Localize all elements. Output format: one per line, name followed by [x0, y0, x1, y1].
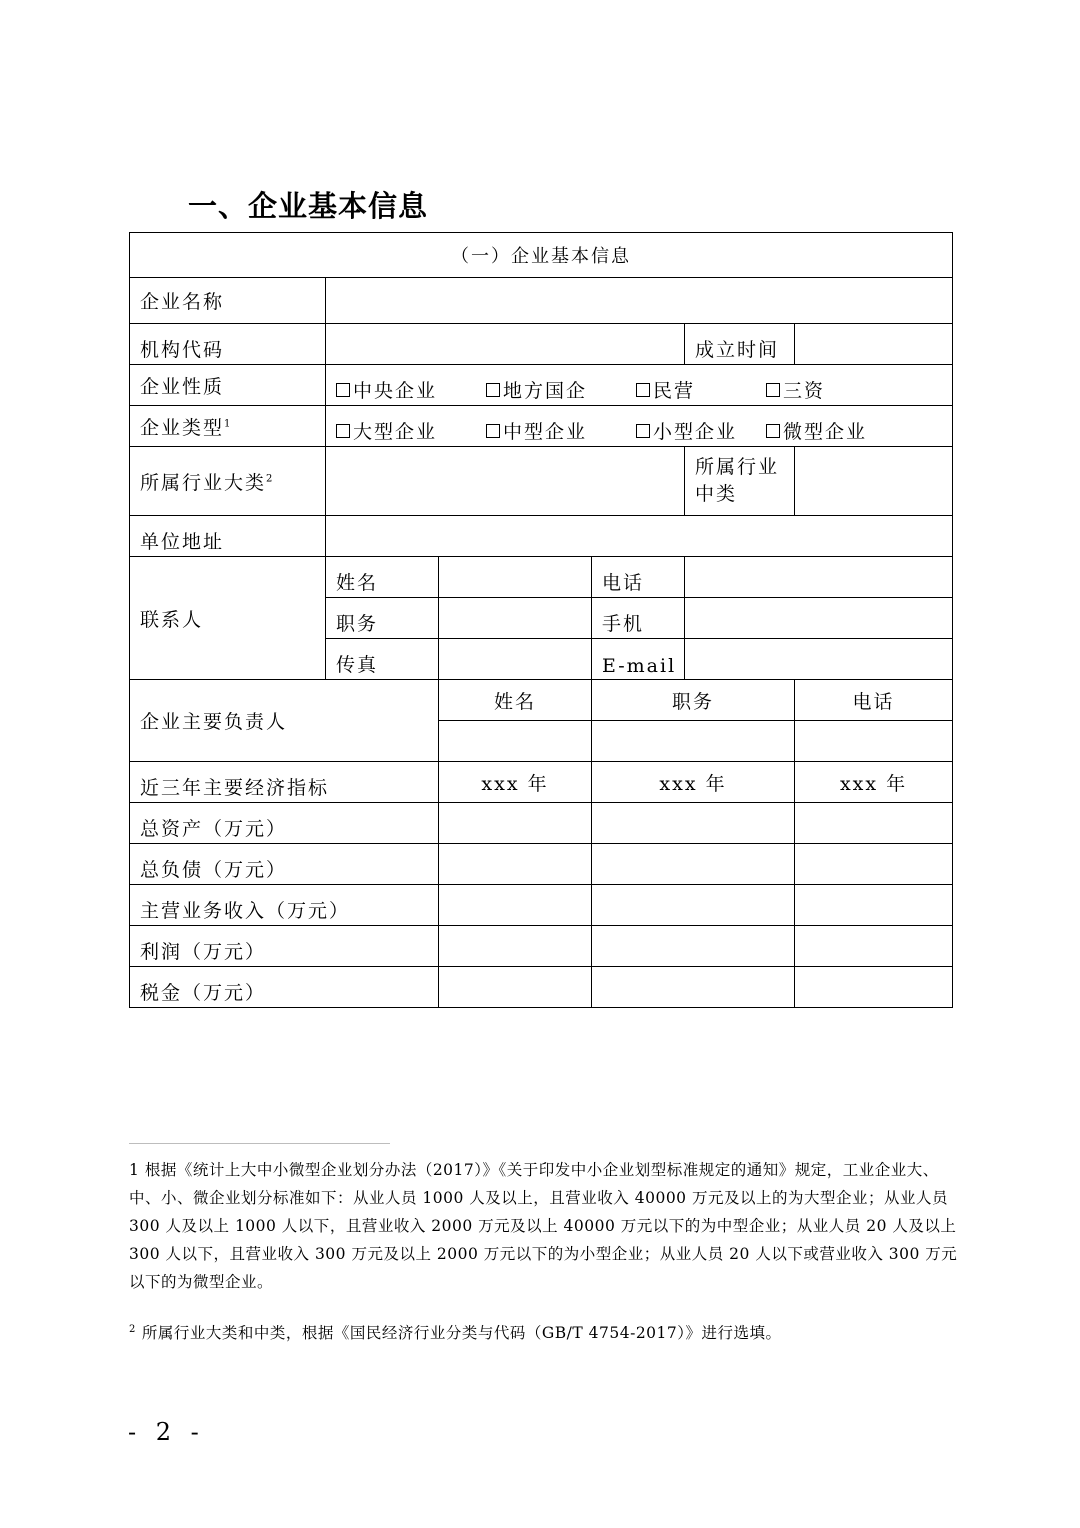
- head-row: [130, 680, 953, 721]
- footnote-mark: 2: [129, 1324, 136, 1335]
- indicator-cell[interactable]: [592, 926, 795, 967]
- indicator-row: [130, 885, 953, 926]
- nature-row: [130, 365, 953, 406]
- indicator-cell[interactable]: [439, 967, 592, 1008]
- contact-fax-label: 传真: [326, 639, 439, 680]
- indicator-cell[interactable]: [592, 885, 795, 926]
- org-code-row: [130, 324, 953, 365]
- head-name-field[interactable]: [439, 721, 592, 762]
- indicators-label: 近三年主要经济指标: [130, 762, 439, 803]
- checkbox-option[interactable]: 大型企业: [336, 417, 486, 444]
- indicator-row: [130, 967, 953, 1008]
- footnote-ref: 1: [224, 418, 231, 430]
- checkbox-option[interactable]: 微型企业: [766, 417, 867, 444]
- indicator-label: 利润（万元）: [130, 926, 439, 967]
- checkbox-icon[interactable]: [766, 383, 780, 397]
- section-heading: 一、企业基本信息: [188, 189, 429, 223]
- indicator-row: [130, 926, 953, 967]
- indicator-label: 主营业务收入（万元）: [130, 885, 439, 926]
- enterprise-info-table: [129, 232, 953, 1008]
- head-position-header: 职务: [592, 680, 795, 721]
- checkbox-icon[interactable]: [636, 424, 650, 438]
- org-code-label: 机构代码: [130, 324, 326, 365]
- year-header: xxx 年: [439, 762, 592, 803]
- industry-mid-label: 所属行业 中类: [685, 447, 795, 516]
- checkbox-option[interactable]: 地方国企: [486, 376, 636, 403]
- contact-phone-field[interactable]: [685, 557, 953, 598]
- head-name-header: 姓名: [439, 680, 592, 721]
- indicator-row: [130, 803, 953, 844]
- indicator-cell[interactable]: [795, 803, 953, 844]
- footnote-ref: 2: [266, 473, 273, 485]
- contact-name-label: 姓名: [326, 557, 439, 598]
- contact-mobile-label: 手机: [592, 598, 685, 639]
- indicator-cell[interactable]: [439, 803, 592, 844]
- org-code-field[interactable]: [326, 324, 685, 365]
- checkbox-icon[interactable]: [336, 424, 350, 438]
- indicators-header-row: [130, 762, 953, 803]
- indicator-label: 税金（万元）: [130, 967, 439, 1008]
- footnote-separator: [129, 1143, 390, 1144]
- footnote-1: [129, 1156, 959, 1296]
- indicator-label: 总负债（万元）: [130, 844, 439, 885]
- industry-mid-field[interactable]: [795, 447, 953, 516]
- company-name-label: 企业名称: [130, 278, 326, 324]
- indicator-row: [130, 844, 953, 885]
- contact-phone-label: 电话: [592, 557, 685, 598]
- year-header: xxx 年: [795, 762, 953, 803]
- contact-email-label: E-mail: [592, 639, 685, 680]
- type-row: [130, 406, 953, 447]
- address-row: [130, 516, 953, 557]
- indicator-cell[interactable]: [592, 967, 795, 1008]
- checkbox-icon[interactable]: [486, 383, 500, 397]
- indicator-cell[interactable]: [795, 885, 953, 926]
- indicator-label: 总资产（万元）: [130, 803, 439, 844]
- contact-name-field[interactable]: [439, 557, 592, 598]
- checkbox-icon[interactable]: [766, 424, 780, 438]
- indicator-cell[interactable]: [439, 844, 592, 885]
- type-options: [326, 406, 953, 447]
- industry-major-field[interactable]: [326, 447, 685, 516]
- industry-row: [130, 447, 953, 516]
- nature-label: 企业性质: [130, 365, 326, 406]
- nature-options: [326, 365, 953, 406]
- indicator-cell[interactable]: [439, 885, 592, 926]
- indicator-cell[interactable]: [795, 844, 953, 885]
- checkbox-option[interactable]: 小型企业: [636, 417, 766, 444]
- checkbox-icon[interactable]: [336, 383, 350, 397]
- established-field[interactable]: [795, 324, 953, 365]
- contact-email-field[interactable]: [685, 639, 953, 680]
- industry-major-label: 所属行业大类$^2$: [130, 447, 326, 516]
- type-label: 企业类型$^1$: [130, 406, 326, 447]
- address-field[interactable]: [326, 516, 953, 557]
- indicator-cell[interactable]: [592, 844, 795, 885]
- head-phone-header: 电话: [795, 680, 953, 721]
- indicator-cell[interactable]: [592, 803, 795, 844]
- table-title: （一）企业基本信息: [130, 233, 953, 278]
- contact-fax-field[interactable]: [439, 639, 592, 680]
- page-number: - 2 -: [128, 1418, 205, 1446]
- checkbox-option[interactable]: 中型企业: [486, 417, 636, 444]
- head-position-field[interactable]: [592, 721, 795, 762]
- checkbox-option[interactable]: 民营: [636, 376, 766, 403]
- company-name-field[interactable]: [326, 278, 953, 324]
- footnote-text: 所属行业大类和中类，根据《国民经济行业分类与代码（GB/T 4754-2017）》进行选填。: [141, 1324, 782, 1343]
- footnote-text: 根据《统计上大中小微型企业划分办法（2017）》《关于印发中小企业划型标准规定的通知》规定，工业企业大、中、小、微企业划分标准如下：从业人员 1000 人及以上，且营业收入 40000 万元及以上的为大型企业；从业人员 300 人及以上 1000 人以下，且营业收入 2000 万元及以上 40000 万元以下的为中型企业；从业人员 20 人及以上 300 人以下，且营业收入 300 万元及以上 2000 万元以下的为小型企业；从业人员 20 人以下或营业收入 300 万元以下的为微型企业。: [129, 1161, 958, 1291]
- contact-mobile-field[interactable]: [685, 598, 953, 639]
- checkbox-icon[interactable]: [636, 383, 650, 397]
- established-label: 成立时间: [685, 324, 795, 365]
- contact-position-label: 职务: [326, 598, 439, 639]
- checkbox-icon[interactable]: [486, 424, 500, 438]
- footnote-2: [129, 1316, 959, 1347]
- checkbox-option[interactable]: 三资: [766, 376, 825, 403]
- company-name-row: [130, 278, 953, 324]
- contact-position-field[interactable]: [439, 598, 592, 639]
- head-label: 企业主要负责人: [130, 680, 439, 762]
- contact-row: [130, 557, 953, 598]
- address-label: 单位地址: [130, 516, 326, 557]
- table-title-row: [130, 233, 953, 278]
- indicator-cell[interactable]: [795, 967, 953, 1008]
- footnote-mark: 1: [129, 1161, 140, 1179]
- year-header: xxx 年: [592, 762, 795, 803]
- indicator-cell[interactable]: [795, 926, 953, 967]
- checkbox-option[interactable]: 中央企业: [336, 376, 486, 403]
- contact-label: 联系人: [130, 557, 326, 680]
- head-phone-field[interactable]: [795, 721, 953, 762]
- indicator-cell[interactable]: [439, 926, 592, 967]
